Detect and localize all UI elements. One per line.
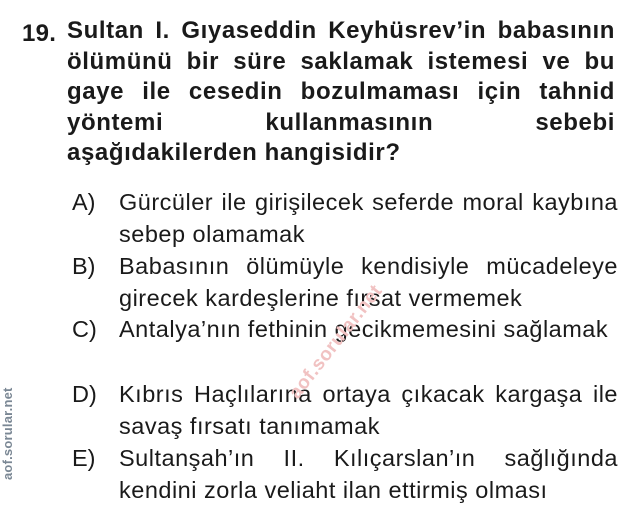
option-letter: B) bbox=[72, 253, 96, 279]
option-letter: C) bbox=[72, 316, 97, 342]
question-number: 19. bbox=[22, 20, 57, 47]
option-text: Antalya’nın fethinin gecikmemesini sağlamak bbox=[119, 316, 609, 342]
option-letter: A) bbox=[72, 189, 96, 215]
watermark-diagonal: aof.sorular.net bbox=[285, 280, 387, 403]
option-letter: E) bbox=[72, 445, 96, 471]
option-text: Gürcüler ile girişilecek seferde moral kaybına sebep olamamak bbox=[119, 189, 618, 247]
option-letter: D) bbox=[72, 381, 97, 407]
option-text: Kıbrıs Haçlılarına ortaya çıkacak kargaşa ile savaş fırsatı tanımamak bbox=[119, 381, 618, 439]
watermark-side: aof.sorular.net bbox=[0, 387, 15, 480]
option-text: Babasının ölümüyle kendisiyle mücadeleye girecek kardeşlerine fırsat vermemek bbox=[119, 253, 618, 311]
option-text: Sultanşah’ın II. Kılıçarslan’ın sağlığında kendini zorla veliaht ilan ettirmiş olması bbox=[119, 445, 618, 503]
question-text: Sultan I. Gıyaseddin Keyhüsrev’in babasının ölümünü bir süre saklamak istemesi ve bu gaye ile cesedin bozulmaması için tahnid yöntemi kullanmasının sebebi aşağıdakilerden hangisidir? bbox=[67, 17, 615, 166]
